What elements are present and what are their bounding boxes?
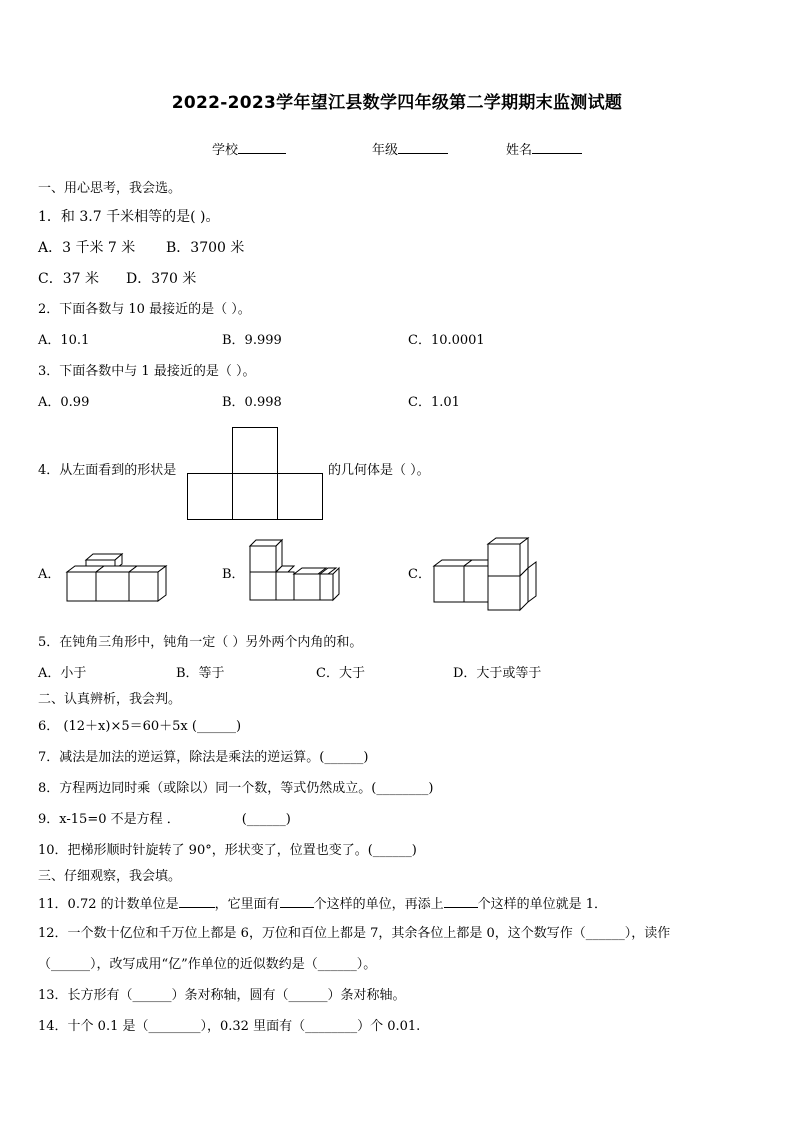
question-number: 3． bbox=[38, 364, 60, 379]
page-title: 2022-2023学年望江县数学四年级第二学期期末监测试题 bbox=[171, 93, 623, 113]
grade-blank[interactable] bbox=[398, 141, 448, 154]
q1-option-b[interactable]: B．3700 米 bbox=[166, 240, 245, 256]
q4-option-b[interactable]: B． bbox=[222, 567, 245, 582]
question-number: 2． bbox=[38, 302, 60, 317]
question-8[interactable] bbox=[38, 781, 433, 797]
question-text: 长方形有（______）条对称轴，圆有（______）条对称轴。 bbox=[67, 988, 406, 1003]
q2-option-c[interactable]: C．10.0001 bbox=[408, 333, 485, 348]
q3-option-a[interactable]: A．0.99 bbox=[38, 395, 90, 410]
question-text: 十个 0.1 是（________），0.32 里面有（________）个 0.01. bbox=[67, 1019, 421, 1034]
question-3 bbox=[38, 364, 255, 380]
question-7[interactable] bbox=[38, 750, 368, 766]
cube-figure-a[interactable] bbox=[64, 552, 168, 606]
q5-option-d[interactable]: D．大于或等于 bbox=[453, 666, 542, 681]
question-1 bbox=[38, 208, 219, 226]
q5-option-b[interactable]: B．等于 bbox=[176, 666, 225, 681]
q1-option-a[interactable]: A．3 千米 7 米 bbox=[38, 240, 136, 256]
question-number: 7． bbox=[38, 750, 60, 765]
question-number: 12． bbox=[38, 926, 68, 941]
name-blank[interactable] bbox=[532, 141, 582, 154]
q1-option-c[interactable]: C．37 米 bbox=[38, 271, 99, 287]
question-12[interactable] bbox=[38, 926, 670, 942]
question-text: x-15=0 不是方程 ． (______) bbox=[59, 812, 291, 827]
section-3-heading: 三、仔细观察，我会填。 bbox=[38, 869, 182, 884]
question-14[interactable] bbox=[38, 1019, 420, 1035]
school-blank[interactable] bbox=[238, 141, 286, 154]
question-4 bbox=[38, 463, 176, 479]
question-text: 和 3.7 千米相等的是( )。 bbox=[60, 209, 220, 225]
question-number: 1． bbox=[38, 209, 61, 225]
q3-option-b[interactable]: B．0.998 bbox=[222, 395, 282, 410]
q11-part-3: 个这样的单位，再添上 bbox=[313, 897, 444, 912]
question-number: 11． bbox=[38, 897, 68, 912]
q2-option-b[interactable]: B．9.999 bbox=[222, 333, 282, 348]
q4-option-c[interactable]: C． bbox=[408, 567, 431, 582]
question-number: 14． bbox=[38, 1019, 68, 1034]
q11-blank-3[interactable] bbox=[444, 895, 478, 908]
question-number: 10． bbox=[38, 843, 68, 858]
question-text: 减法是加法的逆运算，除法是乘法的逆运算。(______) bbox=[59, 750, 369, 765]
q11-part-4: 个这样的单位就是 1． bbox=[477, 897, 608, 912]
question-12-line-2[interactable]: （______），改写成用“亿”作单位的近似数约是（______）。 bbox=[38, 957, 377, 972]
question-text: 在钝角三角形中，钝角一定（ ）另外两个内角的和。 bbox=[59, 635, 363, 650]
cube-figure-c[interactable] bbox=[432, 536, 544, 614]
section-1-heading: 一、用心思考，我会选。 bbox=[38, 181, 182, 196]
question-text: 方程两边同时乘（或除以）同一个数，等式仍然成立。(________) bbox=[59, 781, 434, 796]
school-field bbox=[212, 141, 286, 159]
question-number: 8． bbox=[38, 781, 60, 796]
question-6[interactable] bbox=[38, 719, 241, 735]
q5-option-a[interactable]: A．小于 bbox=[38, 666, 87, 681]
question-text: 下面各数与 10 最接近的是（ ）。 bbox=[59, 302, 251, 317]
question-13[interactable] bbox=[38, 988, 406, 1004]
left-view-figure bbox=[186, 427, 326, 522]
question-10[interactable] bbox=[38, 843, 417, 859]
name-field bbox=[506, 141, 582, 159]
grade-field bbox=[372, 141, 448, 159]
cube-figure-b[interactable] bbox=[248, 536, 340, 608]
question-number: 6． bbox=[38, 719, 60, 734]
q11-part-2: ，它里面有 bbox=[214, 897, 280, 912]
q11-blank-2[interactable] bbox=[280, 895, 314, 908]
question-number: 13． bbox=[38, 988, 68, 1003]
question-2 bbox=[38, 302, 251, 318]
question-text: (12＋x)×5＝60＋5x (______) bbox=[63, 719, 242, 734]
question-text-line-1: 一个数十亿位和千万位上都是 6，万位和百位上都是 7，其余各位上都是 0，这个数写作（______），读作 bbox=[67, 926, 671, 941]
question-text: 把梯形顺时针旋转了 90°，形状变了，位置也变了。(______) bbox=[67, 843, 417, 858]
question-5 bbox=[38, 635, 362, 651]
q1-option-d[interactable]: D．370 米 bbox=[126, 271, 197, 287]
name-label: 姓名 bbox=[506, 143, 533, 158]
question-text-before: 从左面看到的形状是 bbox=[59, 463, 177, 478]
school-label: 学校 bbox=[212, 143, 239, 158]
q11-blank-1[interactable] bbox=[179, 895, 215, 908]
q5-option-c[interactable]: C．大于 bbox=[316, 666, 365, 681]
question-4-suffix: 的几何体是（ ）。 bbox=[328, 463, 430, 478]
q3-option-c[interactable]: C．1.01 bbox=[408, 395, 460, 410]
q2-option-a[interactable]: A．10.1 bbox=[38, 333, 90, 348]
question-11 bbox=[38, 895, 607, 913]
q11-part-1: 0.72 的计数单位是 bbox=[67, 897, 179, 912]
q4-option-a[interactable]: A． bbox=[38, 567, 61, 582]
question-number: 9． bbox=[38, 812, 60, 827]
question-number: 5． bbox=[38, 635, 60, 650]
question-text: 下面各数中与 1 最接近的是（ ）。 bbox=[59, 364, 256, 379]
question-9[interactable] bbox=[38, 812, 291, 828]
section-2-heading: 二、认真辨析，我会判。 bbox=[38, 692, 182, 707]
grade-label: 年级 bbox=[372, 143, 399, 158]
question-number: 4． bbox=[38, 463, 60, 478]
